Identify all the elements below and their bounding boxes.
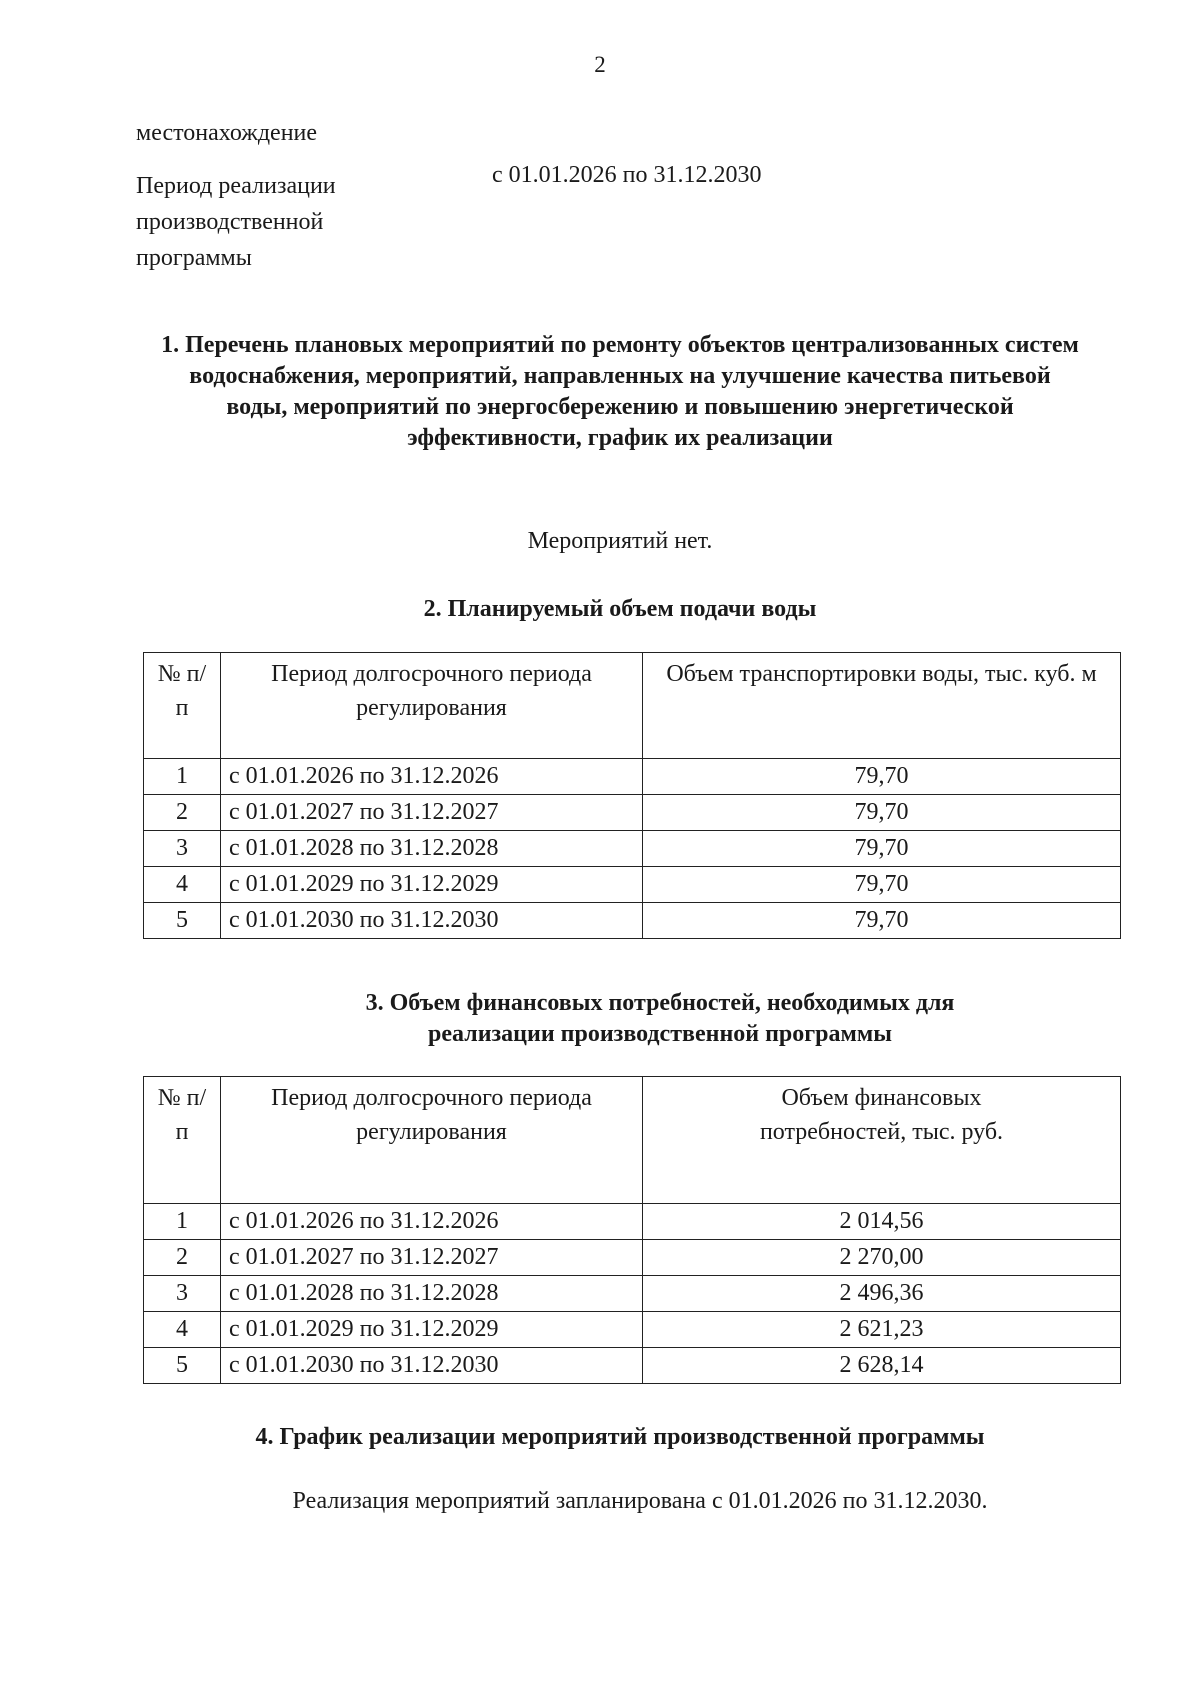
header-value: Объем финансовых потребностей, тыс. руб. bbox=[643, 1077, 1121, 1204]
row-period: с 01.01.2026 по 31.12.2026 bbox=[221, 1204, 643, 1240]
row-value: 79,70 bbox=[643, 867, 1121, 903]
section1-heading: 1. Перечень плановых мероприятий по ремонту объектов централизованных систем водоснабжения, мероприятий, направленных на улучшение качества питьевой воды, мероприятий по энергосбережению и повышению энергетической эффективности, график их реализации bbox=[161, 332, 1079, 451]
row-num: 2 bbox=[144, 1240, 221, 1276]
row-value: 79,70 bbox=[643, 831, 1121, 867]
row-period: с 01.01.2027 по 31.12.2027 bbox=[221, 1240, 643, 1276]
row-value: 2 496,36 bbox=[643, 1276, 1121, 1312]
row-period: с 01.01.2026 по 31.12.2026 bbox=[221, 759, 643, 795]
row-period: с 01.01.2028 по 31.12.2028 bbox=[221, 1276, 643, 1312]
header-period: Период долгосрочного периода регулирования bbox=[221, 653, 643, 759]
table-row bbox=[144, 1276, 1121, 1312]
water-volume-table bbox=[143, 652, 1121, 939]
row-num: 5 bbox=[144, 903, 221, 939]
section4-text: Реализация мероприятий запланирована с 01.01.2026 по 31.12.2030. bbox=[292, 1488, 988, 1514]
row-num: 3 bbox=[144, 831, 221, 867]
header-num: № п/п bbox=[144, 1077, 221, 1204]
row-value: 79,70 bbox=[643, 903, 1121, 939]
page-number: 2 bbox=[594, 52, 606, 77]
row-num: 1 bbox=[144, 1204, 221, 1240]
row-num: 4 bbox=[144, 867, 221, 903]
table-row bbox=[144, 759, 1121, 795]
row-num: 2 bbox=[144, 795, 221, 831]
period-label: Период реализации производственной программы bbox=[136, 173, 336, 271]
financial-needs-table bbox=[143, 1076, 1121, 1384]
header-num: № п/п bbox=[144, 653, 221, 759]
section3-heading: 3. Объем финансовых потребностей, необходимых для реализации производственной программы bbox=[365, 990, 955, 1047]
row-period: с 01.01.2029 по 31.12.2029 bbox=[221, 1312, 643, 1348]
row-value: 79,70 bbox=[643, 759, 1121, 795]
header-period: Период долгосрочного периода регулирования bbox=[221, 1077, 643, 1204]
row-value: 2 270,00 bbox=[643, 1240, 1121, 1276]
table-row bbox=[144, 795, 1121, 831]
section2-heading: 2. Планируемый объем подачи воды bbox=[423, 596, 817, 622]
row-num: 1 bbox=[144, 759, 221, 795]
row-period: с 01.01.2030 по 31.12.2030 bbox=[221, 903, 643, 939]
table-row bbox=[144, 1240, 1121, 1276]
table-header-row bbox=[144, 1077, 1121, 1204]
table-row bbox=[144, 1348, 1121, 1384]
row-period: с 01.01.2027 по 31.12.2027 bbox=[221, 795, 643, 831]
row-value: 2 621,23 bbox=[643, 1312, 1121, 1348]
row-value: 2 628,14 bbox=[643, 1348, 1121, 1384]
row-num: 5 bbox=[144, 1348, 221, 1384]
row-num: 4 bbox=[144, 1312, 221, 1348]
table-row bbox=[144, 1204, 1121, 1240]
header-value: Объем транспортировки воды, тыс. куб. м bbox=[643, 653, 1121, 759]
row-value: 79,70 bbox=[643, 795, 1121, 831]
row-value: 2 014,56 bbox=[643, 1204, 1121, 1240]
row-period: с 01.01.2028 по 31.12.2028 bbox=[221, 831, 643, 867]
table-row bbox=[144, 831, 1121, 867]
section1-text: Мероприятий нет. bbox=[527, 528, 713, 554]
row-period: с 01.01.2030 по 31.12.2030 bbox=[221, 1348, 643, 1384]
location-label: местонахождение bbox=[136, 120, 318, 146]
period-value: с 01.01.2026 по 31.12.2030 bbox=[492, 162, 762, 188]
section4-heading: 4. График реализации мероприятий производственной программы bbox=[255, 1424, 985, 1450]
table-row bbox=[144, 867, 1121, 903]
row-period: с 01.01.2029 по 31.12.2029 bbox=[221, 867, 643, 903]
table-header-row bbox=[144, 653, 1121, 759]
table-row bbox=[144, 903, 1121, 939]
row-num: 3 bbox=[144, 1276, 221, 1312]
table-row bbox=[144, 1312, 1121, 1348]
